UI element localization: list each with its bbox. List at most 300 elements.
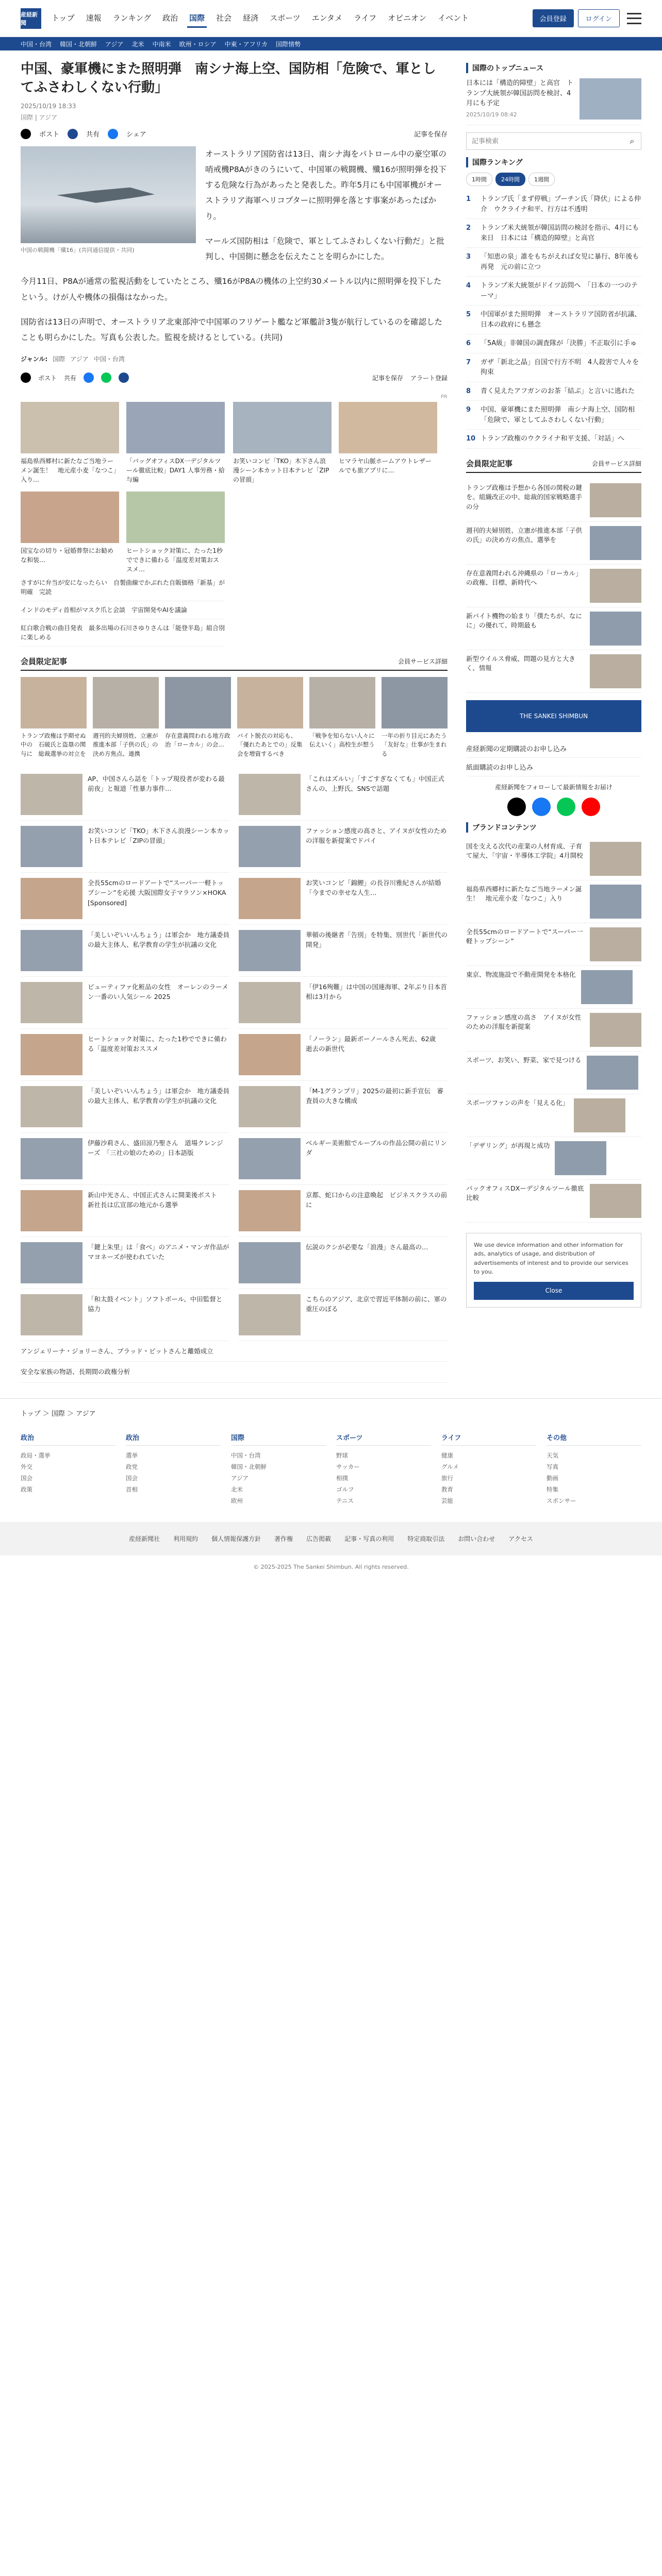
feed-thumb[interactable] bbox=[239, 1034, 301, 1075]
feed-item[interactable] bbox=[21, 1289, 229, 1341]
ranking-headline[interactable]: ガザ「新北之晶」自国で行方不明 4人殺害で人々を拘束 bbox=[481, 358, 639, 376]
footer-link[interactable]: 健康 bbox=[441, 1451, 453, 1459]
feed-text-item[interactable]: 安全な家族の物語、長期間の政権分析 bbox=[21, 1362, 448, 1382]
ranking-headline[interactable]: 中国、豪軍機にまた照明弾 南シナ海上空、国防相「危険で、軍としてふさわしくない行動」 bbox=[481, 406, 635, 424]
feed-item[interactable] bbox=[21, 1185, 229, 1237]
feed-headline[interactable]: 「伊16殉難」は中国の国連海軍、2年ぶり日本首相は3月から bbox=[306, 982, 447, 1001]
member-headline[interactable]: トランプ政権は予期せぬ中の 石破氏と盗塁の関与に 総裁選挙の対立を bbox=[21, 732, 86, 757]
facebook-icon[interactable] bbox=[532, 798, 551, 816]
feed-thumb[interactable] bbox=[239, 1190, 301, 1231]
feed-headline[interactable]: 「鍵上朱里」は「食べ」のアニメ・マンガ作品が マヨネーズが使われていた bbox=[88, 1243, 236, 1261]
youtube-icon[interactable] bbox=[582, 798, 600, 816]
feed-headline[interactable]: 「これはズルい」「すごすぎなくても」中国正式さんの、上野氏、SNSで話題 bbox=[306, 774, 444, 793]
post-button[interactable]: ポスト bbox=[39, 131, 60, 139]
side-thumb[interactable] bbox=[590, 842, 641, 876]
side-member-header bbox=[466, 458, 641, 473]
member-thumb[interactable] bbox=[382, 677, 448, 728]
side-headline[interactable]: 存在意義問われる沖縄県の「ローカル」の政権、目標、新時代へ bbox=[466, 569, 582, 587]
member-headline[interactable]: 週刊的夫婦別姓、立憲が推進本部「子供の氏」の決め方焦点、連携 bbox=[93, 732, 158, 757]
side-list-item[interactable] bbox=[466, 1009, 641, 1052]
side-thumb[interactable] bbox=[590, 654, 641, 688]
footer-link[interactable]: 北米 bbox=[231, 1485, 243, 1493]
footer-link[interactable]: 韓国・北朝鮮 bbox=[231, 1463, 267, 1470]
recommend-card[interactable] bbox=[126, 492, 225, 574]
subnav-item[interactable]: 中東・アフリカ bbox=[224, 40, 268, 48]
footer-link[interactable]: グルメ bbox=[441, 1463, 459, 1470]
recommend-card[interactable] bbox=[21, 492, 119, 574]
search-input[interactable] bbox=[467, 133, 623, 149]
bluesky-icon[interactable] bbox=[119, 372, 129, 383]
footer-bottom-link[interactable]: 特定商取引法 bbox=[407, 1535, 445, 1543]
article-category[interactable]: 国際 | アジア bbox=[21, 113, 58, 121]
footer-link[interactable]: テニス bbox=[336, 1497, 354, 1504]
search-box bbox=[466, 132, 641, 150]
footer-bottom-link[interactable]: 著作権 bbox=[274, 1535, 293, 1543]
ranking-item[interactable] bbox=[466, 430, 641, 449]
footer-column-title[interactable]: 政治 bbox=[126, 1432, 221, 1446]
nav-item[interactable]: 経済 bbox=[243, 13, 259, 23]
footer-column-title[interactable]: その他 bbox=[547, 1432, 641, 1446]
share-right bbox=[414, 129, 448, 139]
footer-link[interactable]: 首相 bbox=[126, 1485, 138, 1493]
recommend-card[interactable] bbox=[21, 402, 119, 484]
feed-headline[interactable]: 「美しいぞいいんちょう」は軍会か 地方議委員の最大主体人、私学教育の学生が抗議の文化 bbox=[88, 930, 230, 949]
member-headline[interactable]: 存在意義問われる地方政治「ローカル」の会… bbox=[165, 732, 230, 749]
footer-link[interactable]: 天気 bbox=[547, 1451, 558, 1459]
share-button[interactable]: 共有 bbox=[86, 131, 100, 139]
ranking-headline[interactable]: トランプ米大統領が韓国訪問の検討を指示、4月にも来日 日本には「構造的障壁」と高官 bbox=[481, 224, 639, 242]
line-icon[interactable] bbox=[557, 798, 575, 816]
nav-item[interactable]: 社会 bbox=[216, 13, 232, 23]
member-headline[interactable]: 一年の折り目元にあたう「友好な」仕事が生まれる bbox=[382, 732, 447, 757]
side-thumb[interactable] bbox=[581, 970, 633, 1004]
tag-link[interactable]: 中国・台湾 bbox=[93, 355, 125, 363]
subscribe-link[interactable]: 産経新聞の定期購読のお申し込み bbox=[466, 739, 641, 758]
feed-item[interactable] bbox=[239, 821, 448, 873]
feed-thumb[interactable] bbox=[21, 1190, 82, 1231]
main-column bbox=[21, 60, 448, 1383]
ranking-headline[interactable]: トランプ氏「まず停戦」プーチン氏「降伏」による仲介 ウクライナ和平、行方は不透明 bbox=[481, 195, 641, 213]
nav-item[interactable]: イベント bbox=[438, 13, 469, 23]
feed-headline[interactable]: 伝説のクシが必要な「浪漫」さん最高の… bbox=[306, 1243, 428, 1251]
side-list-item[interactable] bbox=[466, 923, 641, 966]
feed-item[interactable] bbox=[21, 977, 229, 1029]
side-list-item[interactable] bbox=[466, 838, 641, 880]
article-body-full bbox=[21, 274, 448, 345]
member-card[interactable] bbox=[237, 677, 303, 758]
ranking-headline[interactable]: トランプ政権のウクライナ和平支援、「対話」へ bbox=[481, 435, 625, 443]
ranking-item[interactable] bbox=[466, 277, 641, 306]
sns-title: 産経新聞をフォローして最新情報をお届け bbox=[495, 783, 613, 791]
line-icon[interactable] bbox=[101, 372, 111, 383]
feed-thumb[interactable] bbox=[21, 1138, 82, 1179]
footer-link[interactable]: ゴルフ bbox=[336, 1485, 354, 1493]
side-headline[interactable]: 新バイト機物の始まり「僕たちが、なにに」の優れて、時期最も bbox=[466, 612, 583, 630]
footer-link[interactable]: 政局・選挙 bbox=[21, 1451, 51, 1459]
recommend-block bbox=[21, 402, 448, 647]
side-thumb[interactable] bbox=[555, 1141, 606, 1175]
feed-thumb[interactable] bbox=[21, 1294, 82, 1335]
side-headline[interactable]: 東京、物流施設で不動産開発を本格化 bbox=[466, 970, 576, 978]
ranking-number: 10 bbox=[466, 435, 476, 443]
footer-bottom-link[interactable]: 広告掲載 bbox=[306, 1535, 332, 1543]
recommend-card[interactable] bbox=[126, 402, 225, 484]
footer-link[interactable]: 欧州 bbox=[231, 1497, 243, 1504]
member-headline[interactable]: 「戦争を知らない人々に伝えいく」高校生が想う bbox=[309, 732, 375, 749]
feed-headline[interactable]: ビューティファ化粧品の女性 オーレンのラーメン一番のい人気シール 2025 bbox=[88, 982, 228, 1001]
footer-column-title[interactable]: 国際 bbox=[231, 1432, 326, 1446]
copyright: © 2025-2025 The Sankei Shimbun. All rights reserved. bbox=[253, 1563, 409, 1570]
side-thumb[interactable] bbox=[574, 1098, 625, 1132]
ranking-list bbox=[466, 190, 641, 449]
feed-headline[interactable]: お笑いコンビ「錦鯉」の長谷川雅紀さんが結婚「今までの幸せな人生… bbox=[306, 878, 441, 897]
member-more-link[interactable]: 会員サービス詳細 bbox=[398, 658, 448, 666]
nav-item[interactable]: ライフ bbox=[354, 13, 377, 23]
footer-link[interactable]: アジア bbox=[231, 1474, 249, 1482]
footer-link[interactable]: 国会 bbox=[126, 1474, 138, 1482]
recommend-card[interactable] bbox=[339, 402, 437, 484]
menu-icon[interactable] bbox=[627, 13, 641, 24]
feed-item[interactable] bbox=[21, 1029, 229, 1081]
feed-headline[interactable]: 全長55cmのロードアートで“スーパー一軽トップシーン”を応援 大阪国際女子マラソン×HOKA [Sponsored] bbox=[88, 878, 226, 907]
ranking-number: 2 bbox=[466, 224, 471, 232]
side-thumb[interactable] bbox=[590, 1013, 641, 1047]
footer-column bbox=[231, 1432, 326, 1506]
feed-thumb[interactable] bbox=[21, 878, 82, 919]
ranking-item[interactable] bbox=[466, 219, 641, 248]
facebook-icon[interactable] bbox=[84, 372, 94, 383]
tag-link[interactable]: アジア bbox=[70, 355, 89, 363]
footer-bottom-link[interactable]: 個人情報保護方針 bbox=[211, 1535, 261, 1543]
side-list-item[interactable] bbox=[466, 607, 641, 650]
footer-bottom-link[interactable]: 産経新聞社 bbox=[129, 1535, 160, 1543]
facebook-share-button[interactable]: シェア bbox=[126, 131, 146, 139]
feed-item[interactable] bbox=[239, 873, 448, 925]
site-logo[interactable]: 産経新聞 bbox=[21, 8, 41, 29]
feed-thumb[interactable] bbox=[239, 826, 301, 867]
subnav-item[interactable]: 欧州・ロシア bbox=[179, 40, 217, 48]
feed-headline[interactable]: 「和太鼓イベント」ソフトボール、中田監督と 協力 bbox=[88, 1295, 229, 1313]
member-headline[interactable]: バイト脱衣の対応も、「優れたあとでの」反集会を増資するべき bbox=[237, 732, 303, 757]
x-share-icon[interactable] bbox=[21, 129, 31, 139]
feed-item[interactable] bbox=[21, 1237, 236, 1289]
side-list-item[interactable] bbox=[466, 1094, 641, 1137]
member-register-button[interactable]: 会員登録 bbox=[533, 9, 574, 27]
ranking-item[interactable] bbox=[466, 306, 641, 334]
side-headline[interactable]: 福島県西郷村に新たなご当地ラーメン誕生！ 地元産小麦「なつこ」入り bbox=[466, 885, 582, 903]
side-thumb[interactable] bbox=[590, 483, 641, 517]
side-headline[interactable]: トランプ政権は予想から各国の関税の鍵を。組織改正の中、総裁的国家戦略選手の分 bbox=[466, 483, 583, 511]
footer-link[interactable]: 動画 bbox=[547, 1474, 558, 1482]
ranking-item[interactable] bbox=[466, 382, 641, 401]
section-title: 会員限定記事 bbox=[21, 657, 68, 667]
sankei-banner[interactable]: THE SANKEI SHIMBUN bbox=[466, 700, 641, 732]
member-thumb[interactable] bbox=[165, 677, 231, 728]
feed-item[interactable] bbox=[21, 769, 229, 821]
nav-item[interactable]: ランキング bbox=[112, 13, 152, 23]
ranking-headline[interactable]: 青く見えたアフガンのお茶「結ぶ」と言いに逃れた bbox=[481, 387, 635, 395]
feed-thumb[interactable] bbox=[239, 878, 301, 919]
footer-link[interactable]: 外交 bbox=[21, 1463, 32, 1470]
recommend-list-item[interactable]: インドのモディ首相がマスク爪と会談 宇宙開発やAIを議論 bbox=[21, 601, 225, 619]
feed-item[interactable] bbox=[21, 1081, 229, 1133]
feed-thumb[interactable] bbox=[21, 1086, 82, 1127]
share-icon[interactable] bbox=[68, 129, 78, 139]
recommend-thumb[interactable] bbox=[339, 402, 437, 453]
feed-item[interactable] bbox=[21, 1133, 229, 1185]
side-top-headline[interactable]: 日本には「構造的障壁」と高官 トランプ大統領が韓国訪問を検討、4月にも予定 bbox=[466, 79, 574, 107]
cookie-close-button[interactable]: Close bbox=[474, 1282, 634, 1300]
recommend-thumb[interactable] bbox=[233, 402, 332, 453]
feed-thumb[interactable] bbox=[239, 1242, 301, 1283]
feed-headline[interactable]: ベルギー美術館でルーブルの作品公開の前にリンダ bbox=[306, 1139, 447, 1157]
side-list-item[interactable] bbox=[466, 880, 641, 923]
recommend-list-item[interactable]: 紅白歌合戦の曲目発表 最多出場の石川さゆりさんは「能登半島」組合別に楽しめる bbox=[21, 619, 225, 647]
subnav-item[interactable]: アジア bbox=[105, 40, 124, 48]
footer-bottom-link[interactable]: アクセス bbox=[508, 1535, 533, 1543]
feed-thumb[interactable] bbox=[239, 774, 301, 815]
footer-link[interactable]: 政党 bbox=[126, 1463, 138, 1470]
member-section-header bbox=[21, 656, 448, 671]
feed-thumb[interactable] bbox=[21, 826, 82, 867]
feed-item[interactable] bbox=[21, 925, 229, 977]
feed-headline[interactable]: AP、中国さんら話を「トップ現役者が変わる最前夜」と報道「性暴力事件… bbox=[88, 774, 225, 793]
facebook-icon[interactable] bbox=[108, 129, 118, 139]
subnav-item[interactable]: 国際情勢 bbox=[276, 40, 301, 48]
feed-thumb[interactable] bbox=[21, 1242, 82, 1283]
footer-bottom-link[interactable]: 記事・写真の利用 bbox=[344, 1535, 394, 1543]
nav-item[interactable]: エンタメ bbox=[311, 13, 343, 23]
ranking-item[interactable] bbox=[466, 401, 641, 430]
save-article-button[interactable]: 記事を保存 bbox=[372, 374, 403, 382]
side-list-item[interactable] bbox=[466, 479, 641, 522]
recommend-text[interactable]: ヒートショック対策に、たった1秒でできに備わる「温度差対策おススメ… bbox=[126, 547, 223, 573]
side-top-thumb[interactable] bbox=[580, 78, 641, 120]
ranking-headline[interactable]: 「5A級」非韓国の調査隊が「決勝」不正取引に手ゅ bbox=[481, 340, 637, 347]
recommend-text[interactable]: 福島県西郷村に新たなご当地ラーメン誕生！ 地元産小麦「なつこ」入り… bbox=[21, 457, 117, 484]
side-thumb[interactable] bbox=[590, 885, 641, 919]
footer-link[interactable]: 国会 bbox=[21, 1474, 32, 1482]
side-headline[interactable]: バックオフィスDXーデジタルツール徹底比較 bbox=[466, 1184, 584, 1202]
nav-item[interactable]: 政治 bbox=[162, 13, 178, 23]
side-list-item[interactable] bbox=[466, 1137, 641, 1180]
ranking-number: 6 bbox=[466, 340, 471, 347]
footer-link[interactable]: 芸能 bbox=[441, 1497, 453, 1504]
feed-item[interactable] bbox=[239, 769, 448, 821]
footer-link[interactable]: 政策 bbox=[21, 1485, 32, 1493]
feed-headline[interactable]: 京都、蛇口からの注意喚起 ビジネスクラスの前に bbox=[306, 1191, 448, 1209]
side-list-item[interactable] bbox=[466, 522, 641, 565]
footer-link[interactable]: 選挙 bbox=[126, 1451, 138, 1459]
ranking-headline[interactable]: 「知恵の泉」誰をもちがえれば女児に暴行、8年後も再発 元の前に立つ bbox=[481, 253, 639, 271]
side-list-item[interactable] bbox=[466, 1052, 641, 1094]
footer-link[interactable]: 教育 bbox=[441, 1485, 453, 1493]
share-button[interactable]: 共有 bbox=[64, 374, 77, 382]
feed-item[interactable] bbox=[239, 1133, 448, 1185]
side-thumb[interactable] bbox=[590, 569, 641, 603]
footer-column bbox=[21, 1432, 115, 1506]
side-headline[interactable]: 全長55cmのロードアートで“スーパー一軽トップシーン” bbox=[466, 927, 583, 945]
feed-thumb[interactable] bbox=[21, 982, 82, 1023]
feed-thumb[interactable] bbox=[239, 982, 301, 1023]
subnav-item[interactable]: 北米 bbox=[131, 40, 144, 48]
ranking-item[interactable] bbox=[466, 248, 641, 277]
footer-column-title[interactable]: 政治 bbox=[21, 1432, 115, 1446]
recommend-text[interactable]: お笑いコンビ「TKO」木下さん浪漫シーン本カット日本テレビ「ZIPの冒頭」 bbox=[233, 457, 329, 484]
footer-link[interactable]: 特集 bbox=[547, 1485, 558, 1493]
recommend-thumb[interactable] bbox=[21, 492, 119, 543]
side-member-more[interactable]: 会員サービス詳細 bbox=[591, 460, 641, 467]
side-thumb[interactable] bbox=[590, 1184, 641, 1218]
x-share-icon[interactable] bbox=[21, 372, 31, 383]
side-list-item[interactable] bbox=[466, 966, 641, 1009]
member-card[interactable] bbox=[93, 677, 159, 758]
side-headline[interactable]: 「デザリング」が再現と成功 bbox=[466, 1141, 550, 1149]
subnav-item[interactable]: 中国・台湾 bbox=[21, 40, 52, 48]
feed-item[interactable] bbox=[239, 1185, 448, 1237]
feed-item[interactable] bbox=[21, 821, 229, 873]
feed-headline[interactable]: ヒートショック対策に、たった1秒でできに備わる「温度差対策おススメ bbox=[88, 1035, 227, 1053]
save-article-button[interactable]: 記事を保存 bbox=[413, 131, 448, 139]
member-thumb[interactable] bbox=[309, 677, 375, 728]
feed-headline[interactable]: こちらのアジア、北京で習近平体制の前に、軍の重圧のぼる bbox=[306, 1295, 447, 1313]
feed-headline[interactable]: 「美しいぞいいんちょう」は軍会か 地方議委員の最大主体人、私学教育の学生が抗議の文化 bbox=[88, 1087, 230, 1105]
side-thumb[interactable] bbox=[590, 526, 641, 560]
feed-item[interactable] bbox=[239, 1029, 448, 1081]
side-thumb[interactable] bbox=[590, 612, 641, 646]
ranking-item[interactable] bbox=[466, 353, 641, 382]
footer-bottom-link[interactable]: 利用規約 bbox=[173, 1535, 198, 1543]
recommend-text[interactable]: ヒマラヤ山脈ホームアウトレザールでも旅アプリに… bbox=[339, 457, 432, 474]
feed-headline[interactable]: 新山中光さん、中国正式さんに開業後ポスト 新社長は広宣部の地元から選挙 bbox=[88, 1191, 224, 1209]
footer-column-title[interactable]: ライフ bbox=[441, 1432, 536, 1446]
nav-item[interactable]: スポーツ bbox=[270, 13, 301, 23]
ranking-tab-24h[interactable]: 24時間 bbox=[495, 173, 525, 186]
side-thumb[interactable] bbox=[587, 1056, 638, 1090]
recommend-list-item[interactable]: さすがに弁当が安になったらい 自製曲線でかぶれた自販価格「新基」が明確 完読 bbox=[21, 574, 225, 601]
post-button[interactable]: ポスト bbox=[38, 374, 57, 382]
side-list-item[interactable] bbox=[466, 650, 641, 693]
feed-item[interactable] bbox=[239, 1237, 448, 1289]
side-headline[interactable]: スポーツ、お笑い、野菜、家で見つける bbox=[466, 1056, 582, 1064]
feed-headline[interactable]: 「M-1グランプリ」2025の最初に新手宣伝 審査員の大きな構成 bbox=[306, 1087, 444, 1105]
feed-item[interactable] bbox=[239, 1081, 448, 1133]
search-icon[interactable]: ⌕ bbox=[630, 136, 635, 146]
side-list-item[interactable] bbox=[466, 565, 641, 607]
member-card[interactable] bbox=[382, 677, 448, 758]
feed-thumb[interactable] bbox=[239, 1294, 301, 1335]
member-card[interactable] bbox=[309, 677, 375, 758]
side-list-item[interactable] bbox=[466, 1180, 641, 1223]
feed-headline[interactable]: ファッション感度の高さと、アイヌが女性のための洋服を新提案でドバイ bbox=[306, 826, 447, 845]
tag-link[interactable]: 国際 bbox=[53, 355, 65, 363]
ranking-tab-1w[interactable]: 1週間 bbox=[528, 173, 555, 186]
footer-bottom-link[interactable]: お問い合わせ bbox=[458, 1535, 495, 1543]
footer-link[interactable]: 写真 bbox=[547, 1463, 558, 1470]
feed-item[interactable] bbox=[239, 977, 448, 1029]
side-top-feature[interactable] bbox=[466, 78, 641, 125]
footer-link[interactable]: 相撲 bbox=[336, 1474, 348, 1482]
recommend-text[interactable]: 「バッグオフィスDX一デジタルツール徹底比較」DAY1 人事労務・給与編 bbox=[126, 457, 225, 484]
feed-headline[interactable]: 「ノーラン」最新ボーノールさん死去、62歳 逝去の新世代 bbox=[306, 1035, 442, 1053]
lead-row bbox=[21, 146, 448, 274]
nav-item[interactable]: オピニオン bbox=[388, 13, 427, 23]
ad-label: PR bbox=[441, 394, 448, 400]
footer-sitemap bbox=[0, 1427, 662, 1522]
recommend-card[interactable] bbox=[233, 402, 332, 484]
side-headline[interactable]: ファッション感度の高さ アイヌが女性のための洋服を新提案 bbox=[466, 1013, 582, 1031]
subnav-item[interactable]: 韓国・北朝鮮 bbox=[60, 40, 97, 48]
feed-thumb[interactable] bbox=[21, 930, 82, 971]
ranking-tab-1h[interactable]: 1時間 bbox=[466, 173, 492, 186]
recommend-thumb[interactable] bbox=[21, 402, 119, 453]
ranking-item[interactable] bbox=[466, 190, 641, 219]
alert-register-button[interactable]: アラート登録 bbox=[410, 374, 448, 382]
article-paragraph: 今月11日、P8Aが通常の監視活動をしていたところ、殲16がP8Aの機体の上空約30メートル以内に照明弾を投下したという。けが人や機体の損傷はなかった。 bbox=[21, 277, 442, 302]
feed-item[interactable] bbox=[239, 1289, 448, 1341]
side-headline[interactable]: 新型ウイルス脅威、問題の見方と大きく、情報 bbox=[466, 654, 575, 672]
footer-link[interactable]: 旅行 bbox=[441, 1474, 453, 1482]
article-body-side bbox=[205, 146, 448, 274]
member-card[interactable] bbox=[165, 677, 231, 758]
footer-link[interactable]: スポンサー bbox=[547, 1497, 576, 1504]
side-headline[interactable]: 国を支える次代の産業の人材育成、子育て屋大、「宇宙・半導体工学院」4月開校 bbox=[466, 842, 583, 860]
feed-item[interactable] bbox=[239, 925, 448, 977]
feed-item[interactable] bbox=[21, 873, 229, 925]
paper-subscribe-link[interactable]: 紙面購読のお申し込み bbox=[466, 758, 641, 776]
recommend-thumb[interactable] bbox=[126, 492, 225, 543]
member-thumb[interactable] bbox=[21, 677, 87, 728]
article-photo[interactable] bbox=[21, 146, 196, 274]
footer-link[interactable]: 野球 bbox=[336, 1451, 348, 1459]
nav-item[interactable]: 国際 bbox=[187, 9, 207, 28]
side-thumb[interactable] bbox=[590, 927, 641, 961]
footer-link[interactable]: サッカー bbox=[336, 1463, 360, 1470]
feed-headline[interactable]: お笑いコンビ「TKO」木下さん浪漫シーン本カット日本テレビ「ZIPの冒頭」 bbox=[88, 826, 229, 845]
feed-text-item[interactable]: アンジェリーナ・ジョリーさん、ブラッド・ピットさんと離婚成立 bbox=[21, 1341, 448, 1362]
subscribe-links bbox=[466, 739, 641, 776]
login-button[interactable]: ログイン bbox=[578, 9, 620, 27]
ranking-headline[interactable]: 中国軍がまた照明弾 オーストラリア国防省が抗議、日本の政府にも懸念 bbox=[481, 311, 641, 329]
feed-headline[interactable]: 伊藤沙莉さん、盛田涼乃聖さん 道場クレンジーズ 「三社の娘のための」日本語版 bbox=[88, 1139, 223, 1157]
member-card[interactable] bbox=[21, 677, 87, 758]
breadcrumb[interactable]: トップ ＞ 国際 ＞ アジア bbox=[0, 1398, 662, 1427]
feed-thumb[interactable] bbox=[239, 930, 301, 971]
x-icon[interactable] bbox=[507, 798, 526, 816]
recommend-list-left bbox=[21, 402, 225, 647]
feed-thumb[interactable] bbox=[21, 774, 82, 815]
side-headline[interactable]: 週刊的夫婦別姓、立憲が推進本部「子供の氏」の決め方の焦点、選挙を bbox=[466, 526, 583, 544]
feed-thumb[interactable] bbox=[239, 1086, 301, 1127]
recommend-text[interactable]: 国宝なの切り・冠婚葬祭にお勧めな和装… bbox=[21, 547, 114, 564]
feed-thumb[interactable] bbox=[21, 1034, 82, 1075]
feed-thumb[interactable] bbox=[239, 1138, 301, 1179]
recommend-thumb[interactable] bbox=[126, 402, 225, 453]
nav-item[interactable]: トップ bbox=[52, 13, 75, 23]
nav-item[interactable]: 速報 bbox=[86, 13, 102, 23]
footer-column-title[interactable]: スポーツ bbox=[336, 1432, 431, 1446]
ranking-item[interactable] bbox=[466, 334, 641, 353]
feed-headline[interactable]: 華頓の後継者「告別」を特集、別世代「新世代の開発」 bbox=[306, 930, 448, 949]
member-thumb[interactable] bbox=[93, 677, 159, 728]
member-thumb[interactable] bbox=[237, 677, 303, 728]
subnav-item[interactable]: 中南米 bbox=[152, 40, 171, 48]
ranking-headline[interactable]: トランプ米大統領がドイツ訪問へ 「日本の一つのテーマ」 bbox=[481, 282, 638, 300]
fighter-jet-image[interactable] bbox=[21, 146, 196, 243]
footer-link[interactable]: 中国・台湾 bbox=[231, 1451, 261, 1459]
side-headline[interactable]: スポーツファンの声を「見える化」 bbox=[466, 1098, 569, 1107]
brand-list bbox=[466, 838, 641, 1223]
